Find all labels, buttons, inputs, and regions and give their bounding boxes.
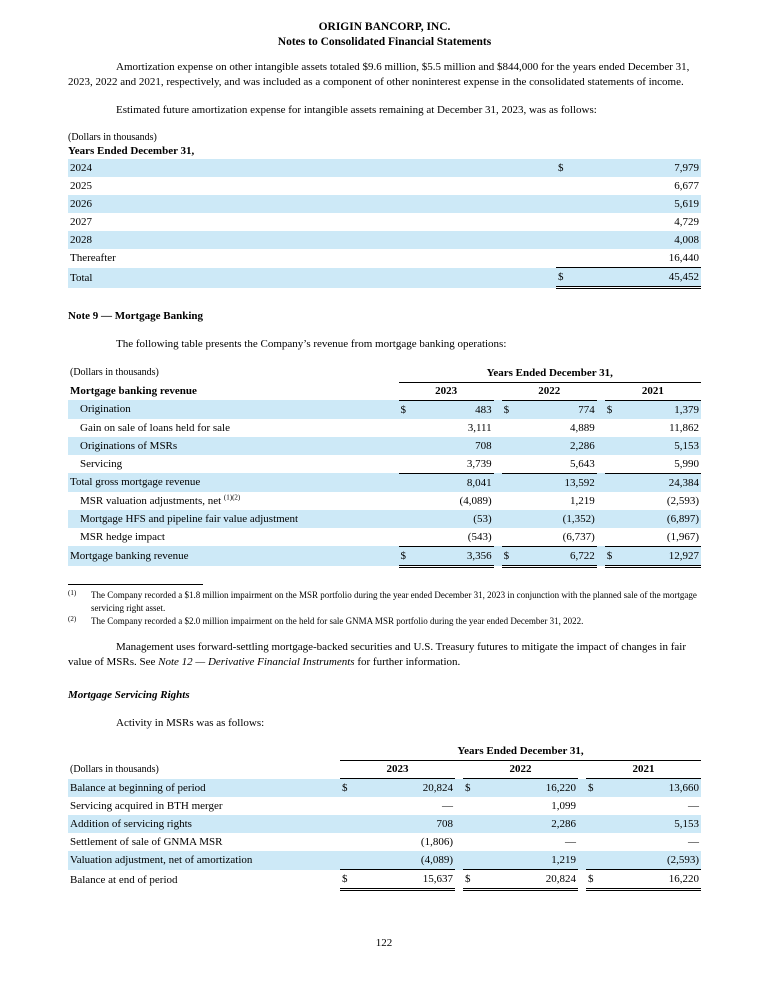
column-gap — [597, 473, 605, 492]
column-gap — [494, 546, 502, 566]
msr-table-body — [68, 779, 701, 890]
row-label: Mortgage banking revenue — [68, 546, 399, 566]
footnote-marker: (2) — [68, 614, 77, 623]
cell-value: 16,440 — [576, 249, 701, 268]
dollar-sign — [463, 815, 479, 833]
table-row — [68, 528, 701, 547]
dollar-sign — [556, 231, 576, 249]
column-gap — [455, 870, 463, 890]
cell-value-2022: 2,286 — [479, 815, 578, 833]
footnote-divider — [68, 584, 203, 585]
table-row — [68, 492, 701, 510]
cell-value-2021: 5,153 — [621, 437, 701, 455]
cell-value-2023: 15,637 — [356, 870, 455, 890]
column-gap — [455, 779, 463, 798]
dollar-sign: $ — [556, 268, 576, 288]
revenue-table-body — [68, 400, 701, 566]
table-row — [68, 455, 701, 474]
dollar-sign — [605, 473, 621, 492]
table-row — [68, 195, 701, 213]
span-header: Years Ended December 31, — [399, 364, 702, 382]
cell-value-2023: 3,739 — [415, 455, 494, 474]
table-row — [68, 213, 701, 231]
msr-table-header — [68, 743, 701, 779]
cell-value-2022: 4,889 — [570, 421, 595, 434]
cell-value-2023: 483 — [415, 400, 494, 419]
row-label: 2025 — [70, 180, 92, 192]
cell-value-2023: 708 — [415, 437, 494, 455]
cell-value-2023: 20,824 — [356, 779, 455, 798]
table-row — [68, 510, 701, 528]
cell-value-2021: 24,384 — [621, 473, 701, 492]
row-label: MSR valuation adjustments, net $^{(1)(2)}$ — [80, 492, 241, 507]
cell-value-2021: 16,220 — [602, 870, 701, 890]
row-label: Mortgage HFS and pipeline fair value adjustment — [68, 510, 399, 528]
header-row-years — [68, 382, 701, 400]
cell-value-2021: 1,379 — [621, 400, 701, 419]
cell-value-2021: 13,660 — [602, 779, 701, 798]
dollar-sign — [586, 833, 602, 851]
cell-value-2022: 5,643 — [518, 455, 597, 474]
cell-value-2023: (1,806) — [420, 836, 453, 848]
dollar-sign — [502, 473, 518, 492]
msr-intro-paragraph: Activity in MSRs was as follows: — [116, 716, 265, 729]
cell-value: 5,619 — [576, 195, 701, 213]
header-stub — [68, 743, 340, 761]
msr-heading: Mortgage Servicing Rights — [68, 688, 190, 701]
cell-value-2022: 6,722 — [518, 546, 597, 566]
cell-value: 6,677 — [674, 180, 699, 192]
cell-value-2022: 774 — [518, 400, 597, 419]
table-row — [68, 870, 701, 890]
document-subtitle: Notes to Consolidated Financial Statements — [277, 36, 492, 48]
dollar-sign — [399, 437, 415, 455]
column-gap — [494, 510, 502, 528]
dollar-sign — [586, 815, 602, 833]
cell-value-2023: 8,041 — [415, 473, 494, 492]
dollar-sign — [399, 419, 415, 437]
dollar-sign — [502, 419, 518, 437]
dollar-sign — [502, 510, 518, 528]
cell-value-2021: 11,862 — [669, 421, 699, 434]
cell-value-2023: (4,089) — [356, 851, 455, 870]
cell-value-2022: (1,352) — [518, 510, 597, 528]
dollar-sign — [586, 797, 602, 815]
table-row — [68, 159, 701, 177]
row-label: Addition of servicing rights — [68, 815, 340, 833]
cell-value: 4,008 — [576, 231, 701, 249]
msr-table-block — [68, 743, 701, 892]
page-number: 122 — [375, 937, 393, 949]
table-row — [68, 231, 701, 249]
column-gap — [597, 419, 605, 437]
units-label: (Dollars in thousands) — [68, 132, 157, 143]
dollar-sign — [502, 492, 518, 510]
column-gap — [597, 400, 605, 419]
dollar-sign — [340, 851, 356, 870]
column-gap — [597, 437, 605, 455]
cell-value-2023: — — [442, 800, 453, 812]
dollar-sign — [556, 177, 576, 195]
row-label: Total — [68, 268, 556, 288]
page-title: ORIGIN BANCORP, INC. — [318, 21, 451, 33]
table-row — [68, 400, 701, 419]
header-gap — [494, 382, 502, 400]
cell-value: 4,729 — [674, 216, 699, 228]
revenue-table-header — [68, 364, 701, 400]
note9-intro-paragraph: The following table presents the Company’s revenue from mortgage banking operations: — [116, 338, 507, 350]
column-gap — [578, 851, 586, 870]
cell-value-2021: (2,593) — [602, 851, 701, 870]
units-label: (Dollars in thousands) — [70, 763, 159, 775]
column-gap — [494, 528, 502, 547]
dollar-sign: $ — [463, 870, 479, 890]
row-label: Settlement of sale of GNMA MSR — [70, 836, 223, 848]
cell-value-2022: 1,099 — [551, 800, 576, 812]
year-header-2022: 2022 — [502, 382, 597, 400]
cell-value-2023: 3,356 — [415, 546, 494, 566]
estimated-expense-paragraph: Estimated future amortization expense for intangible assets remaining at December 31, 2023, was as follows: — [116, 104, 597, 116]
dollar-sign: $ — [556, 159, 576, 177]
cell-value-2021: — — [688, 800, 700, 812]
footnote-marker: (1) — [68, 588, 77, 597]
table-row — [68, 473, 701, 492]
cell-value-2023: (4,089) — [459, 494, 492, 507]
row-label: Balance at end of period — [70, 873, 178, 886]
dollar-sign — [399, 510, 415, 528]
cell-value-2021: (2,593) — [666, 494, 699, 507]
dollar-sign: $ — [399, 546, 415, 566]
table-row — [68, 437, 701, 455]
amortization-table-body — [68, 159, 701, 288]
header-gap — [597, 382, 605, 400]
dollar-sign: $ — [586, 779, 602, 798]
column-gap — [455, 815, 463, 833]
column-gap — [494, 492, 502, 510]
span-header: Years Ended December 31, — [340, 743, 701, 761]
table-row — [68, 815, 701, 833]
column-gap — [578, 797, 586, 815]
row-label: Total gross mortgage revenue — [68, 473, 399, 492]
stub-header: Mortgage banking revenue — [70, 385, 197, 397]
cell-value-2022: (6,737) — [518, 528, 597, 547]
table-row — [68, 177, 701, 195]
column-gap — [455, 797, 463, 815]
year-header-2023: 2023 — [399, 382, 494, 400]
footnote-reference: (1)(2) — [223, 492, 241, 501]
amortization-table-caption: Years Ended December 31, — [68, 145, 195, 157]
header-row-years — [68, 761, 701, 779]
dollar-sign — [605, 437, 621, 455]
dollar-sign: $ — [340, 870, 356, 890]
cell-value-2021: 12,927 — [621, 546, 701, 566]
revenue-table-block — [68, 364, 701, 568]
column-gap — [494, 437, 502, 455]
header-row-span — [68, 743, 701, 761]
dollar-sign: $ — [502, 546, 518, 566]
cell-value: 45,452 — [576, 268, 701, 288]
dollar-sign: $ — [463, 779, 479, 798]
dollar-sign — [399, 492, 415, 510]
row-label: 2026 — [68, 195, 556, 213]
table-row — [68, 833, 701, 851]
row-label: 2028 — [68, 231, 556, 249]
note12-reference: Note 12 — Derivative Financial Instruments — [158, 655, 355, 668]
cell-value-2023: (53) — [415, 510, 494, 528]
cell-value-2021: (1,967) — [621, 528, 701, 547]
row-label: Originations of MSRs — [68, 437, 399, 455]
table-row — [68, 851, 701, 870]
dollar-sign — [556, 213, 576, 231]
year-header-2021: 2021 — [605, 382, 701, 400]
row-label: Origination — [68, 400, 399, 419]
row-label: Valuation adjustment, net of amortization — [68, 851, 340, 870]
dollar-sign — [502, 528, 518, 547]
row-label: Servicing acquired in BTH merger — [70, 800, 223, 812]
column-gap — [597, 528, 605, 547]
row-label: Balance at beginning of period — [68, 779, 340, 798]
dollar-sign — [399, 473, 415, 492]
row-label: 2024 — [68, 159, 556, 177]
column-gap — [494, 473, 502, 492]
cell-value: 7,979 — [576, 159, 701, 177]
cell-value-2022: — — [565, 836, 576, 848]
column-gap — [597, 510, 605, 528]
footnote-text: The Company recorded a $2.0 million impairment on the held for sale GNMA MSR portfolio during the year ended December 31, 2022. — [91, 615, 584, 626]
management-paragraph: Management uses forward-settling mortgage-backed securities and U.S. Treasury futures to mitigate the impact of changes in fair value of MSRs. See Note 12 — Derivative Financial Instruments for further information. — [68, 640, 687, 668]
msr-activity-table — [68, 743, 701, 892]
column-gap — [597, 546, 605, 566]
table-row — [68, 249, 701, 268]
cell-value-2021: (6,897) — [621, 510, 701, 528]
dollar-sign — [605, 455, 621, 474]
amortization-paragraph: Amortization expense on other intangible assets totaled $9.6 million, $5.5 million and $844,000 for the years ended December 31, 2023, 2022 and 2021, respectively, and was included as a component of other noninterest expense in the consolidated statements of income. — [68, 61, 690, 88]
table-row — [68, 546, 701, 566]
header-gap — [578, 761, 586, 779]
header-row-span — [68, 364, 701, 382]
column-gap — [578, 833, 586, 851]
cell-value-2023: 708 — [356, 815, 455, 833]
column-gap — [578, 815, 586, 833]
column-gap — [494, 419, 502, 437]
cell-value-2022: 13,592 — [518, 473, 597, 492]
table-row — [68, 797, 701, 815]
dollar-sign: $ — [502, 400, 518, 419]
year-header-2021: 2021 — [586, 761, 701, 779]
amortization-table-block — [68, 131, 701, 289]
dollar-sign — [586, 851, 602, 870]
dollar-sign — [340, 833, 356, 851]
column-gap — [494, 455, 502, 474]
note9-heading: Note 9 — Mortgage Banking — [68, 310, 204, 322]
cell-value-2022: 20,824 — [479, 870, 578, 890]
row-label: 2027 — [70, 216, 92, 228]
cell-value-2023: 3,111 — [467, 421, 492, 434]
dollar-sign — [556, 195, 576, 213]
row-label: Servicing — [80, 457, 123, 470]
units-label: (Dollars in thousands) — [70, 367, 159, 378]
dollar-sign — [556, 249, 576, 268]
column-gap — [597, 455, 605, 474]
dollar-sign — [463, 797, 479, 815]
dollar-sign — [399, 455, 415, 474]
year-header-2022: 2022 — [463, 761, 578, 779]
amortization-table — [68, 159, 701, 289]
cell-value-2022: 1,219 — [570, 494, 595, 507]
dollar-sign — [502, 437, 518, 455]
row-label: Thereafter — [70, 252, 116, 265]
dollar-sign — [605, 492, 621, 510]
column-gap — [455, 833, 463, 851]
revenue-table — [68, 364, 701, 568]
table-row — [68, 779, 701, 798]
column-gap — [494, 400, 502, 419]
footnote-2 — [68, 615, 701, 628]
row-label: MSR hedge impact — [80, 530, 165, 543]
column-gap — [455, 851, 463, 870]
dollar-sign — [605, 510, 621, 528]
footnote-1 — [68, 589, 701, 615]
dollar-sign: $ — [605, 546, 621, 566]
cell-value-2022: 2,286 — [518, 437, 597, 455]
footnote-text: The Company recorded a $1.8 million impairment on the MSR portfolio during the year ended December 31, 2023 in conjunction with the planned sale of the mortgage servicing right asset. — [91, 589, 697, 613]
cell-value-2021: 5,990 — [621, 455, 701, 474]
dollar-sign: $ — [399, 400, 415, 419]
dollar-sign — [340, 797, 356, 815]
dollar-sign: $ — [605, 400, 621, 419]
dollar-sign — [463, 833, 479, 851]
dollar-sign — [502, 455, 518, 474]
cell-value-2022: 1,219 — [479, 851, 578, 870]
cell-value-2021: — — [688, 836, 700, 848]
cell-value-2021: 5,153 — [602, 815, 701, 833]
dollar-sign — [605, 528, 621, 547]
header-gap — [455, 761, 463, 779]
dollar-sign — [463, 851, 479, 870]
year-header-2023: 2023 — [340, 761, 455, 779]
dollar-sign: $ — [586, 870, 602, 890]
table-row — [68, 419, 701, 437]
column-gap — [578, 779, 586, 798]
dollar-sign: $ — [340, 779, 356, 798]
column-gap — [597, 492, 605, 510]
cell-value-2023: (543) — [415, 528, 494, 547]
dollar-sign — [605, 419, 621, 437]
table-row — [68, 268, 701, 288]
footnotes — [68, 589, 701, 628]
cell-value-2022: 16,220 — [479, 779, 578, 798]
column-gap — [578, 870, 586, 890]
dollar-sign — [399, 528, 415, 547]
row-label: Gain on sale of loans held for sale — [80, 421, 230, 434]
dollar-sign — [340, 815, 356, 833]
